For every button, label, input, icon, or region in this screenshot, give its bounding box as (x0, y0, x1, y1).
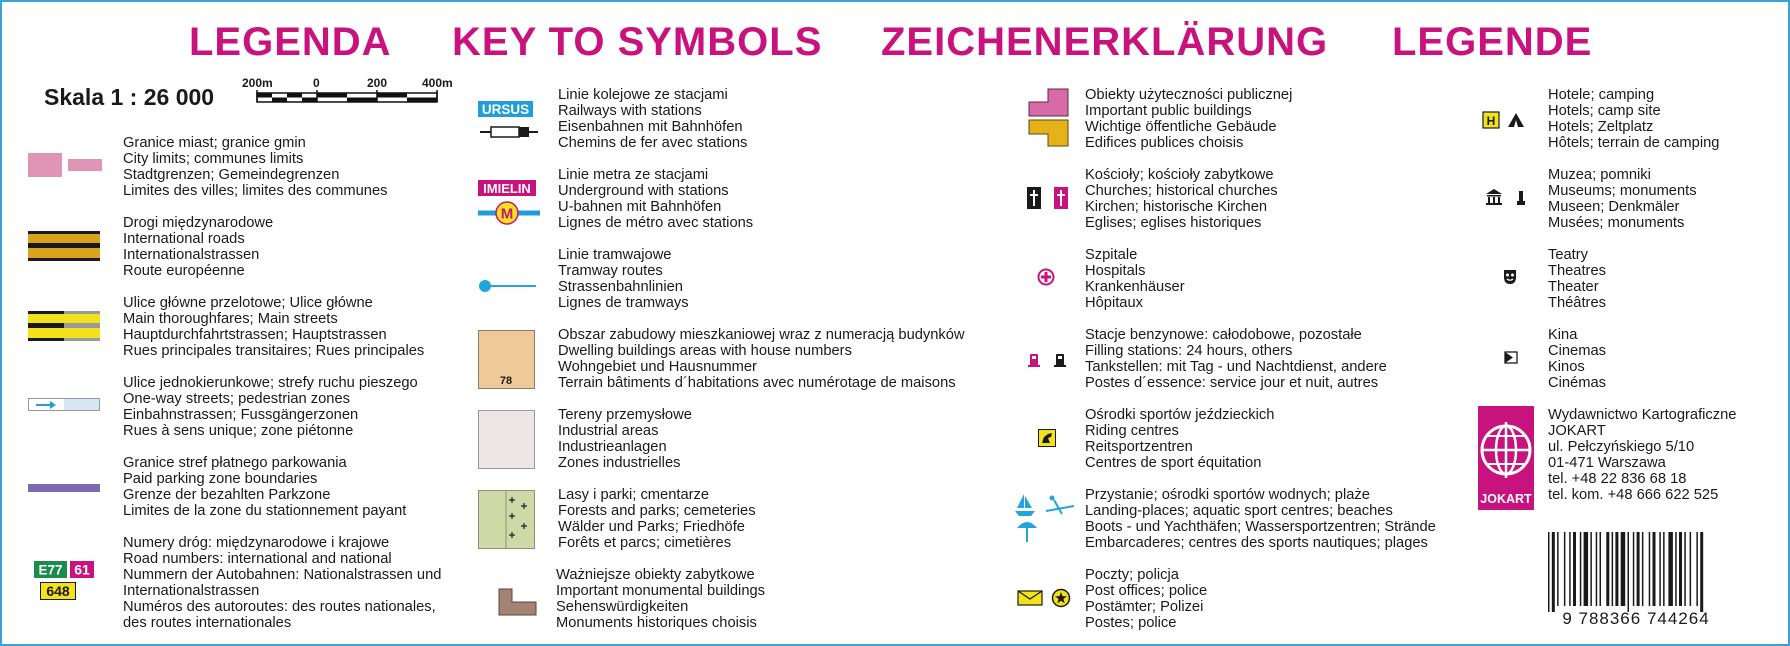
entry-line: Monuments historiques choisis (556, 615, 757, 631)
cinema-icon (1504, 350, 1520, 366)
barcode-bar (1621, 532, 1626, 606)
barcode-bar (1596, 532, 1598, 606)
entry-line: Musées; monuments (1548, 215, 1685, 231)
entry-line: Numery dróg: międzynarodowe i krajowe (123, 535, 390, 551)
scale-bar-graphic (256, 90, 438, 104)
entry-line: Ośrodki sportów jeździeckich (1085, 407, 1275, 423)
entry-line: Muzea; pomniki (1548, 167, 1651, 183)
legend-entry-landing-places (1085, 487, 1436, 551)
scale-tick: 200 (367, 76, 388, 90)
entry-line: Hôpitaux (1085, 295, 1143, 311)
legend-entry-riding-centres (1085, 407, 1274, 471)
entry-line: U-bahnen mit Bahnhöfen (558, 199, 722, 215)
barcode-bar (1569, 532, 1571, 606)
entry-line: Lignes de tramways (558, 295, 689, 311)
forest-park-symbol (478, 490, 536, 550)
entry-line: Obiekty użyteczności publicznej (1085, 87, 1293, 103)
entry-line: One-way streets; pedestrian zones (123, 391, 350, 407)
legend-entry-post-offices (1085, 567, 1207, 631)
house-number: 78 (499, 375, 513, 387)
scale-label: Skala 1 : 26 000 (44, 84, 215, 110)
entry-line: Dwelling buildings areas with house numbers (558, 343, 852, 359)
road-number-intl: E77 (38, 562, 63, 578)
barcode-bars (1548, 532, 1703, 612)
entry-line: Museums; monuments (1548, 183, 1697, 199)
industrial-area-symbol (478, 410, 536, 470)
main-street-symbol (28, 311, 100, 341)
legend-entry-hospitals (1085, 247, 1185, 311)
entry-line: Limites des villes; limites des communes (123, 183, 388, 199)
entry-line: Kina (1548, 327, 1578, 343)
legend-entry-theatres (1548, 247, 1606, 311)
entry-line: Hôtels; terrain de camping (1548, 135, 1720, 151)
road-number-national: 61 (74, 561, 90, 578)
entry-line: Riding centres (1085, 423, 1179, 439)
entry-line: Underground with stations (558, 183, 729, 199)
entry-line: Forêts et parcs; cimetières (558, 535, 732, 551)
entry-line: Reitsportzentren (1085, 439, 1193, 455)
entry-line: Ważniejsze obiekty zabytkowe (556, 567, 755, 583)
hotel-letter: H (1486, 114, 1496, 128)
international-road-symbol (28, 231, 100, 261)
barcode-bar (1659, 532, 1661, 606)
entry-line: Embarcaderes; centres des sports nautiques; plages (1085, 535, 1428, 551)
entry-line: Krankenhäuser (1085, 279, 1185, 295)
entry-line: Grenze der bezahlten Parkzone (123, 487, 331, 503)
entry-line: Limites de la zone du stationnement payant (123, 503, 407, 519)
barcode-bar (1612, 532, 1614, 606)
entry-line: Tereny przemysłowe (558, 407, 692, 423)
entry-line: des routes internationales (123, 615, 292, 631)
entry-line: Numéros des autoroutes: des routes nationales, (123, 599, 436, 615)
barcode-bar (1675, 532, 1677, 606)
entry-line: Hospitals (1085, 263, 1146, 279)
entry-line: Sehenswürdigkeiten (556, 599, 689, 615)
horse-riding-icon (1038, 429, 1056, 447)
heading-polish: LEGENDA (189, 20, 392, 64)
metro-station-name: IMIELIN (483, 181, 531, 196)
barcode-bar (1584, 532, 1589, 606)
publisher-name: Wydawnictwo Kartograficzne (1548, 407, 1737, 423)
barcode-digits: 9 788366 744264 (1562, 609, 1710, 628)
barcode-bar (1557, 532, 1559, 606)
water-sports-icon (1014, 492, 1080, 544)
entry-line: Eglises; eglises historiques (1085, 215, 1262, 231)
entry-line: Nummern der Autobahnen: Nationalstrassen und (123, 567, 442, 583)
entry-line: Stacje benzynowe: całodobowe, pozostałe (1085, 327, 1362, 343)
barcode-bar (1637, 532, 1640, 606)
entry-line: Important public buildings (1085, 103, 1252, 119)
hospital-icon (1037, 268, 1055, 286)
entry-line: Einbahnstrassen; Fussgängerzonen (123, 407, 359, 423)
legend-entry-one-way-streets (123, 375, 418, 439)
entry-line: Obszar zabudowy mieszkaniowej wraz z numeracją budynków (558, 327, 965, 343)
legend-entry-public-buildings (1085, 87, 1292, 151)
entry-line: Rues à sens unique; zone piétonne (123, 423, 354, 439)
legend-headings (2, 20, 1788, 70)
barcode-bar (1633, 532, 1635, 606)
legend-entry-monumental-buildings (556, 567, 765, 631)
entry-line: Kościoły; kościoły zabytkowe (1085, 167, 1274, 183)
entry-line: Route européenne (123, 263, 245, 279)
entry-line: Rues principales transitaires; Rues principales (123, 343, 425, 359)
entry-line: Granice stref płatnego parkowania (123, 455, 347, 471)
entry-line: Kirchen; historische Kirchen (1085, 199, 1268, 215)
entry-line: Edifices publices choisis (1085, 135, 1244, 151)
barcode-bar (1690, 532, 1692, 606)
entry-line: Industrieanlagen (558, 439, 667, 455)
barcode-bar (1679, 532, 1682, 606)
city-limits-symbol (28, 151, 102, 179)
scale-tick: 200m (242, 76, 273, 90)
entry-line: International roads (123, 231, 245, 247)
museum-monument-icon (1485, 187, 1529, 207)
entry-line: Industrial areas (558, 423, 659, 439)
entry-line: Paid parking zone boundaries (123, 471, 318, 487)
entry-line: Postes; police (1085, 615, 1177, 631)
entry-line: Wälder und Parks; Friedhöfe (558, 519, 745, 535)
entry-line: Przystanie; ośrodki sportów wodnych; plaże (1085, 487, 1370, 503)
entry-line: Chemins de fer avec stations (558, 135, 748, 151)
theatre-mask-icon (1502, 268, 1518, 286)
hotel-camping-icon (1482, 110, 1526, 130)
publisher-phone: tel. +48 22 836 68 18 (1548, 471, 1687, 487)
entry-line: Theatres (1548, 263, 1606, 279)
entry-line: Road numbers: international and national (123, 551, 392, 567)
parking-zone-symbol (28, 481, 100, 495)
entry-line: Important monumental buildings (556, 583, 766, 599)
entry-line: Postämter; Polizei (1085, 599, 1204, 615)
entry-line: Cinémas (1548, 375, 1606, 391)
barcode-bar (1649, 532, 1651, 606)
entry-line: Main thoroughfares; Main streets (123, 311, 338, 327)
barcode-bar (1653, 532, 1656, 606)
entry-line: Landing-places; aquatic sport centres; beaches (1085, 503, 1393, 519)
entry-line: Terrain bâtiments d´habitations avec numérotage de maisons (558, 375, 956, 391)
entry-line: Lasy i parki; cmentarze (558, 487, 710, 503)
entry-line: Strassenbahnlinien (558, 279, 683, 295)
legend-entry-underground (558, 167, 753, 231)
entry-line: Linie metra ze stacjami (558, 167, 709, 183)
barcode-bar (1600, 532, 1602, 606)
barcode-bar (1668, 532, 1673, 606)
entry-line: Cinemas (1548, 343, 1606, 359)
entry-line: Postes d´essence: service jour et nuit, autres (1085, 375, 1379, 391)
legend-entry-parking-zones (123, 455, 406, 519)
heading-german: ZEICHENERKLÄRUNG (881, 20, 1329, 64)
barcode-bar (1700, 532, 1703, 612)
jokart-logo-text: JOKART (1480, 492, 1532, 506)
entry-line: Hotele; camping (1548, 87, 1655, 103)
entry-line: Szpitale (1085, 247, 1138, 263)
entry-line: Granice miast; granice gmin (123, 135, 306, 151)
entry-line: Teatry (1548, 247, 1588, 263)
heading-english: KEY TO SYMBOLS (452, 20, 823, 64)
church-icon (1026, 186, 1070, 210)
entry-line: Tankstellen: mit Tag - und Nachtdienst, andere (1085, 359, 1387, 375)
legend-entry-industrial-areas (558, 407, 692, 471)
fuel-station-icon (1028, 350, 1068, 368)
legend-entry-railways (558, 87, 747, 151)
road-numbers-symbol (34, 560, 96, 602)
barcode-bar (1615, 532, 1618, 606)
metro-symbol (478, 180, 540, 226)
entry-line: City limits; communes limits (123, 151, 304, 167)
publisher-mobile: tel. kom. +48 666 622 525 (1548, 487, 1719, 503)
publisher-brand: JOKART (1548, 423, 1606, 439)
monument-building-symbol (498, 588, 538, 616)
entry-line: Lignes de métro avec stations (558, 215, 754, 231)
entry-line: Filling stations: 24 hours, others (1085, 343, 1293, 359)
publisher-street: ul. Pełczyńskiego 5/10 (1548, 439, 1695, 455)
entry-line: Hauptdurchfahrtstrassen; Hauptstrassen (123, 327, 387, 343)
legend-entry-city-limits (123, 135, 387, 199)
barcode-bar (1590, 532, 1592, 606)
barcode-bar (1684, 532, 1686, 606)
legend-entry-road-numbers (123, 535, 441, 631)
barcode-bar (1564, 532, 1566, 606)
entry-line: Theater (1548, 279, 1599, 295)
entry-line: Linie kolejowe ze stacjami (558, 87, 728, 103)
entry-line: Théâtres (1548, 295, 1606, 311)
scale-tick: 0 (313, 76, 320, 90)
post-office-icon (1017, 588, 1073, 608)
heading-french: LEGENDE (1392, 20, 1593, 64)
metro-letter: M (500, 205, 514, 223)
legend-entry-filling-stations (1085, 327, 1387, 391)
residential-area-symbol (478, 330, 536, 390)
entry-line: Stadtgrenzen; Gemeindegrenzen (123, 167, 340, 183)
entry-line: Drogi międzynarodowe (123, 215, 274, 231)
railway-station-name: URSUS (481, 102, 530, 117)
barcode-bar (1580, 532, 1582, 606)
entry-line: Poczty; policja (1085, 567, 1179, 583)
entry-line: Linie tramwajowe (558, 247, 672, 263)
entry-line: Boots - und Yachthäfen; Wassersportzentren; Strände (1085, 519, 1436, 535)
entry-line: Forests and parks; cemeteries (558, 503, 756, 519)
legend-entry-forests-parks (558, 487, 756, 551)
entry-line: Wichtige öffentliche Gebäude (1085, 119, 1277, 135)
barcode-bar (1548, 532, 1550, 612)
public-building-symbol (1028, 88, 1070, 148)
road-number-regional: 648 (46, 583, 70, 599)
legend-entry-hotels (1548, 87, 1719, 151)
railway-symbol (478, 101, 540, 143)
barcode (1520, 530, 1740, 636)
barcode-bar (1573, 532, 1576, 606)
entry-line: Railways with stations (558, 103, 702, 119)
entry-line: Museen; Denkmäler (1548, 199, 1680, 215)
legend-entry-dwelling-areas (558, 327, 965, 391)
entry-line: Eisenbahnen mit Bahnhöfen (558, 119, 743, 135)
entry-line: Internationalstrassen (123, 247, 260, 263)
legend-entry-international-roads (123, 215, 273, 279)
entry-line: Ulice jednokierunkowe; strefy ruchu pieszego (123, 375, 418, 391)
legend-entry-museums (1548, 167, 1697, 231)
entry-line: Centres de sport équitation (1085, 455, 1262, 471)
tramway-symbol (478, 277, 538, 295)
barcode-bar (1696, 532, 1698, 606)
publisher-contact (1548, 407, 1736, 503)
legend-entry-churches (1085, 167, 1278, 231)
scale-tick: 400m (422, 76, 453, 90)
entry-line: Churches; historical churches (1085, 183, 1278, 199)
entry-line: Kinos (1548, 359, 1585, 375)
one-way-street-symbol (28, 398, 100, 412)
entry-line: Post offices; police (1085, 583, 1208, 599)
barcode-bar (1606, 532, 1609, 606)
legend-entry-main-streets (123, 295, 424, 359)
legend-entry-tramways (558, 247, 689, 311)
entry-line: Ulice główne przelotowe; Ulice główne (123, 295, 373, 311)
barcode-bar (1628, 532, 1630, 612)
barcode-bar (1552, 532, 1555, 612)
publisher-city: 01-471 Warszawa (1548, 455, 1666, 471)
entry-line: Zones industrielles (558, 455, 681, 471)
jokart-logo (1478, 406, 1536, 512)
entry-line: Wohngebiet und Hausnummer (558, 359, 757, 375)
entry-line: Hotels; Zeltplatz (1548, 119, 1654, 135)
barcode-bar (1642, 532, 1644, 606)
entry-line: Tramway routes (558, 263, 663, 279)
legend-entry-cinemas (1548, 327, 1606, 391)
entry-line: Hotels; camp site (1548, 103, 1661, 119)
entry-line: Internationalstrassen (123, 583, 260, 599)
barcode-bar (1663, 532, 1665, 606)
